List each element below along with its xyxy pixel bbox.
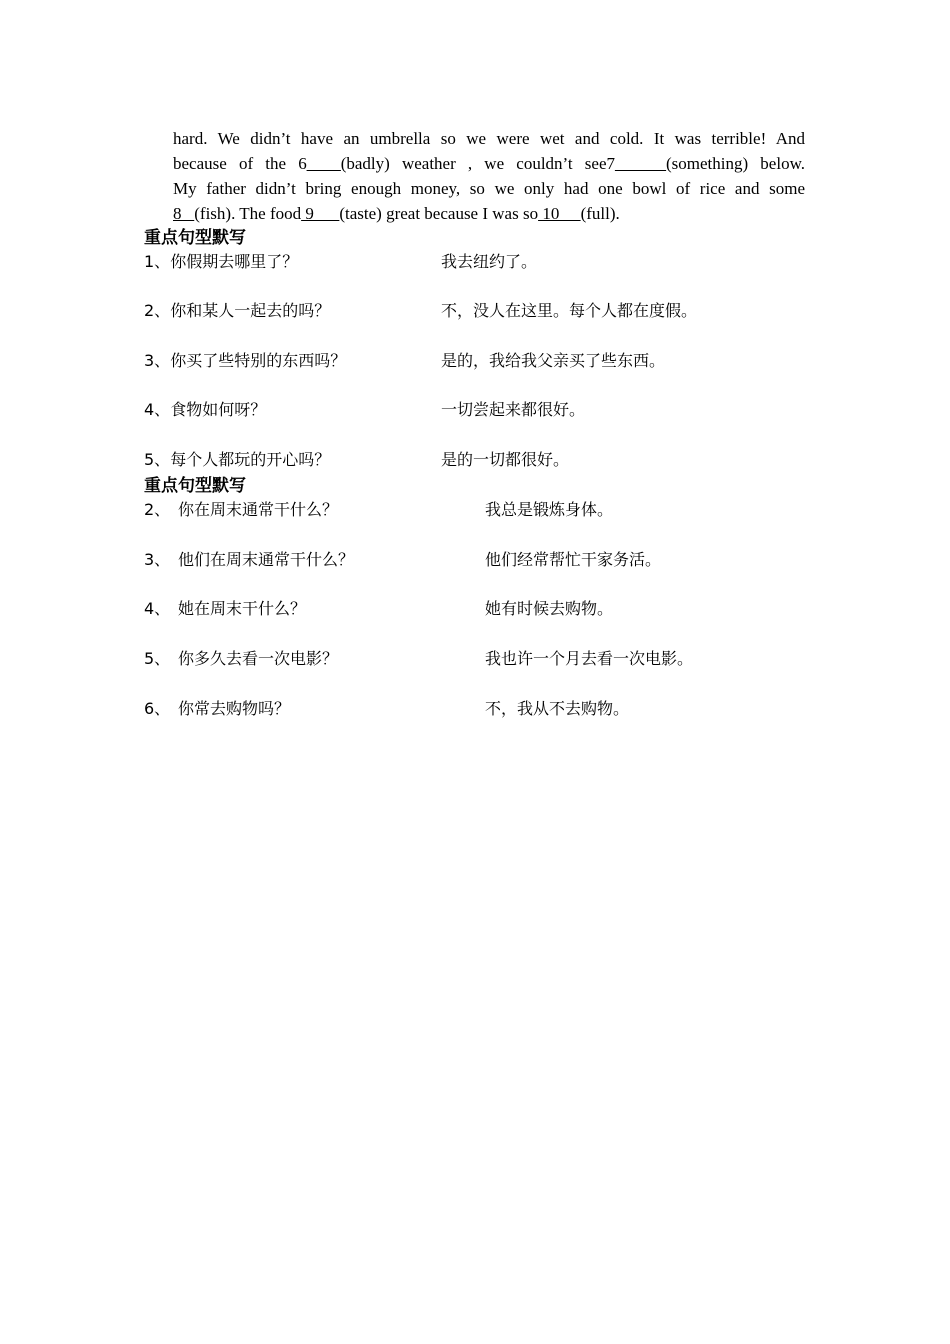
question-text: 她在周末干什么？: [178, 599, 307, 618]
sentence-row: [144, 251, 538, 273]
item-number: 5、: [144, 450, 171, 469]
sentence-row: [144, 449, 570, 471]
passage-line-4: [173, 201, 805, 226]
passage-text: (badly) weather , we couldn’t see7: [340, 154, 615, 173]
answer-text: 我总是锻炼身体。: [485, 500, 614, 519]
passage-text: because of the 6: [173, 154, 307, 173]
blank-9: 9: [301, 204, 340, 223]
section-1-heading: 重点句型默写: [144, 228, 246, 248]
item-number: 2、: [144, 301, 171, 320]
blank-8: 8: [173, 204, 195, 223]
question-text: 食物如何呀？: [170, 400, 267, 419]
reading-passage: [173, 126, 805, 226]
item-number: 1、: [144, 252, 171, 271]
item-number: 6、: [144, 699, 171, 718]
passage-text: (something) below.: [666, 154, 805, 173]
question-text: 每个人都玩的开心吗？: [170, 450, 331, 469]
question-text: 你常去购物吗？: [178, 699, 291, 718]
passage-text: (taste) great because I was so: [339, 204, 539, 223]
sentence-row: [144, 399, 586, 421]
item-number: 3、: [144, 351, 171, 370]
sentence-row: [144, 598, 614, 620]
passage-line-1: hard. We didn’t have an umbrella so we were wet and cold. It was terrible! And: [173, 129, 805, 148]
sentence-row: [144, 648, 694, 670]
item-number: 2、: [144, 500, 171, 519]
question-text: 你多久去看一次电影？: [178, 649, 339, 668]
passage-text: (fish). The food: [194, 204, 302, 223]
question-text: 你和某人一起去的吗？: [170, 301, 331, 320]
sentence-row: [144, 350, 666, 372]
sentence-row: [144, 499, 614, 521]
item-number: 5、: [144, 649, 171, 668]
answer-text: 他们经常帮忙干家务活。: [485, 550, 662, 569]
answer-text: 我去纽约了。: [441, 252, 538, 271]
sentence-row: [144, 698, 630, 720]
passage-text: (full).: [580, 204, 620, 223]
section-2-heading: 重点句型默写: [144, 476, 246, 496]
item-number: 4、: [144, 599, 171, 618]
item-number: 3、: [144, 550, 171, 569]
question-text: 他们在周末通常干什么？: [178, 550, 355, 569]
blank-10: 10: [538, 204, 581, 223]
answer-text: 她有时候去购物。: [485, 599, 614, 618]
answer-text: 我也许一个月去看一次电影。: [485, 649, 694, 668]
answer-text: 是的一切都很好。: [441, 450, 570, 469]
sentence-row: [144, 549, 662, 571]
item-number: 4、: [144, 400, 171, 419]
answer-text: 不，没人在这里。每个人都在度假。: [441, 301, 698, 320]
sentence-row: [144, 300, 698, 322]
question-text: 你在周末通常干什么？: [178, 500, 339, 519]
passage-line-3: My father didn’t bring enough money, so we only had one bowl of rice and some: [173, 179, 805, 198]
answer-text: 不，我从不去购物。: [485, 699, 630, 718]
question-text: 你买了些特别的东西吗？: [170, 351, 347, 370]
answer-text: 一切尝起来都很好。: [441, 400, 586, 419]
question-text: 你假期去哪里了？: [170, 252, 299, 271]
answer-text: 是的，我给我父亲买了些东西。: [441, 351, 666, 370]
passage-line-2: [173, 151, 805, 176]
blank-6: ____: [306, 154, 341, 173]
blank-7: ______: [615, 154, 666, 173]
